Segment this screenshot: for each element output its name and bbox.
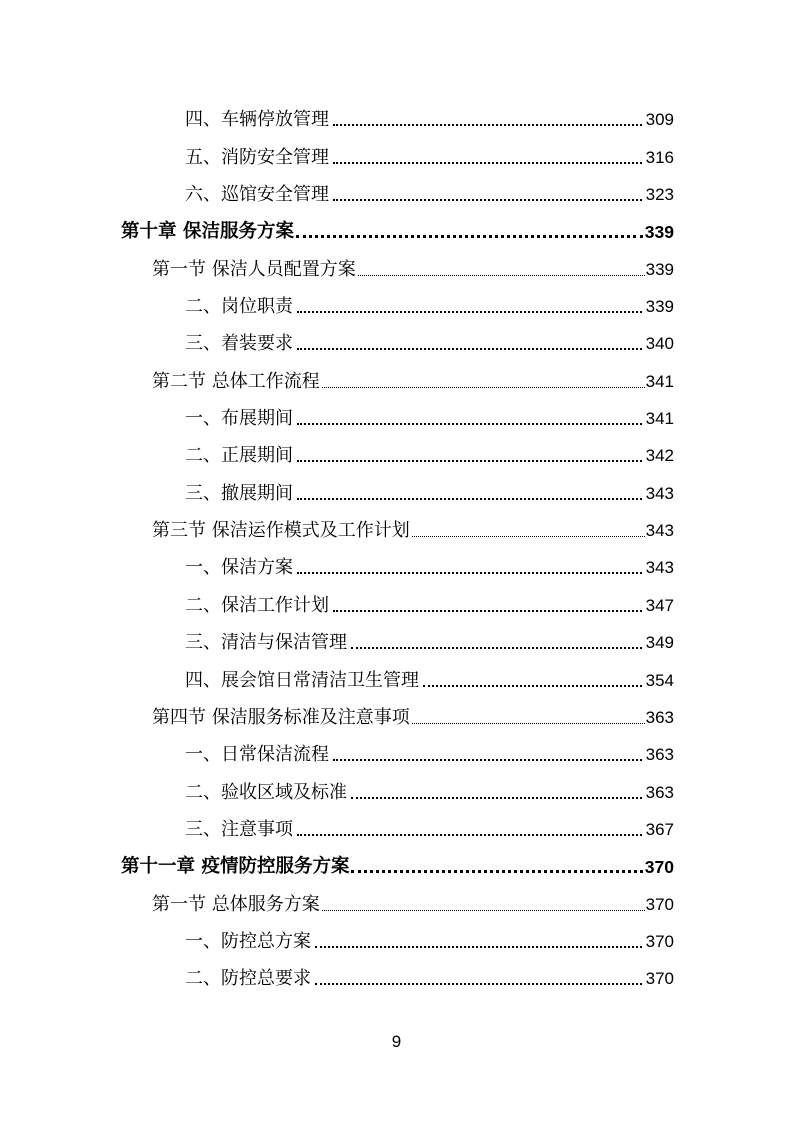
- toc-entry-page: 370: [645, 931, 674, 951]
- toc-entry-section[interactable]: [121, 511, 674, 548]
- dot-leader: [358, 275, 645, 276]
- dot-leader: [297, 348, 642, 350]
- toc-entry-page: 363: [645, 745, 674, 765]
- toc-entry-page: 309: [645, 110, 674, 130]
- toc-entry-item[interactable]: [121, 959, 674, 996]
- toc-entry-label: 二、防控总要求: [185, 968, 311, 990]
- toc-entry-page: 339: [645, 259, 674, 279]
- toc-entry-label: 第一节 总体服务方案: [152, 893, 320, 915]
- toc-entry-item[interactable]: [121, 660, 674, 697]
- toc-entry-item[interactable]: [121, 287, 674, 324]
- toc-entry-chapter[interactable]: [121, 212, 674, 249]
- toc-entry-page: 354: [645, 670, 674, 690]
- toc-entry-page: 343: [645, 483, 674, 503]
- toc-entry-page: 367: [645, 819, 674, 839]
- dot-leader: [322, 910, 645, 911]
- toc-entry-page: 341: [645, 409, 674, 429]
- toc-entry-item[interactable]: [121, 175, 674, 212]
- dot-leader: [333, 162, 642, 164]
- toc-entry-page: 323: [645, 185, 674, 205]
- dot-leader: [423, 685, 642, 687]
- toc-entry-item[interactable]: [121, 436, 674, 473]
- dot-leader: [315, 946, 642, 948]
- toc-entry-label: 一、保洁方案: [185, 557, 293, 579]
- toc-entry-page: 363: [645, 707, 674, 727]
- toc-entry-label: 二、岗位职责: [185, 296, 293, 318]
- toc-entry-label: 三、清洁与保洁管理: [185, 632, 347, 654]
- dot-leader: [333, 759, 642, 761]
- toc-entry-label: 四、展会馆日常清洁卫生管理: [185, 669, 419, 691]
- dot-leader: [315, 983, 642, 985]
- dot-leader: [333, 199, 642, 201]
- toc-entry-label: 一、防控总方案: [185, 930, 311, 952]
- toc-entry-label: 二、验收区域及标准: [185, 781, 347, 803]
- dot-leader: [351, 647, 642, 649]
- toc-entry-page: 341: [645, 371, 674, 391]
- toc-entry-label: 三、撤展期间: [185, 482, 293, 504]
- toc-entry-label: 二、正展期间: [185, 445, 293, 467]
- toc-entry-label: 第三节 保洁运作模式及工作计划: [152, 520, 410, 542]
- dot-leader: [297, 498, 642, 500]
- toc-entry-label: 二、保洁工作计划: [185, 594, 329, 616]
- page-number: 9: [391, 1032, 402, 1051]
- toc-entry-page: 316: [645, 147, 674, 167]
- toc-entry-chapter[interactable]: [121, 847, 674, 884]
- dot-leader: [296, 235, 643, 238]
- toc-entry-item[interactable]: [121, 585, 674, 622]
- toc-entry-item[interactable]: [121, 810, 674, 847]
- toc-entry-page: 340: [645, 334, 674, 354]
- toc-entry-label: 第十章 保洁服务方案: [121, 221, 294, 243]
- toc-entry-page: 370: [645, 969, 674, 989]
- toc-entry-page: 342: [645, 446, 674, 466]
- toc-entry-page: 370: [645, 894, 674, 914]
- dot-leader: [333, 610, 642, 612]
- toc-entry-label: 五、消防安全管理: [185, 146, 329, 168]
- toc-entry-section[interactable]: [121, 698, 674, 735]
- toc-entry-page: 370: [644, 857, 674, 878]
- dot-leader: [297, 311, 642, 313]
- dot-leader: [322, 387, 645, 388]
- toc-entry-page: 363: [645, 782, 674, 802]
- toc-entry-section[interactable]: [121, 884, 674, 921]
- toc-entry-item[interactable]: [121, 623, 674, 660]
- toc-entry-item[interactable]: [121, 100, 674, 137]
- dot-leader: [351, 870, 642, 873]
- toc-entry-label: 一、日常保洁流程: [185, 744, 329, 766]
- toc-entry-item[interactable]: [121, 772, 674, 809]
- dot-leader: [412, 723, 645, 724]
- toc-entry-page: 343: [645, 521, 674, 541]
- toc-entry-page: 339: [645, 297, 674, 317]
- toc-entry-label: 四、车辆停放管理: [185, 109, 329, 131]
- toc-entry-label: 第十一章 疫情防控服务方案: [121, 856, 350, 878]
- dot-leader: [297, 460, 642, 462]
- toc-entry-label: 一、布展期间: [185, 408, 293, 430]
- toc-entry-label: 第一节 保洁人员配置方案: [152, 258, 356, 280]
- dot-leader: [351, 797, 642, 799]
- dot-leader: [297, 572, 642, 574]
- toc-entry-item[interactable]: [121, 399, 674, 436]
- table-of-contents: [121, 100, 674, 996]
- toc-entry-label: 第四节 保洁服务标准及注意事项: [152, 706, 410, 728]
- toc-entry-item[interactable]: [121, 137, 674, 174]
- toc-entry-label: 第二节 总体工作流程: [152, 370, 320, 392]
- toc-entry-item[interactable]: [121, 735, 674, 772]
- toc-entry-page: 349: [645, 633, 674, 653]
- toc-entry-item[interactable]: [121, 548, 674, 585]
- dot-leader: [412, 536, 645, 537]
- toc-entry-label: 六、巡馆安全管理: [185, 184, 329, 206]
- toc-entry-page: 343: [645, 558, 674, 578]
- toc-entry-page: 339: [644, 222, 674, 243]
- toc-entry-label: 三、着装要求: [185, 333, 293, 355]
- toc-entry-item[interactable]: [121, 324, 674, 361]
- dot-leader: [333, 124, 642, 126]
- toc-entry-item[interactable]: [121, 922, 674, 959]
- toc-entry-page: 347: [645, 595, 674, 615]
- dot-leader: [297, 834, 642, 836]
- dot-leader: [297, 423, 642, 425]
- toc-entry-section[interactable]: [121, 361, 674, 398]
- toc-entry-label: 三、注意事项: [185, 818, 293, 840]
- toc-entry-item[interactable]: [121, 473, 674, 510]
- toc-entry-section[interactable]: [121, 249, 674, 286]
